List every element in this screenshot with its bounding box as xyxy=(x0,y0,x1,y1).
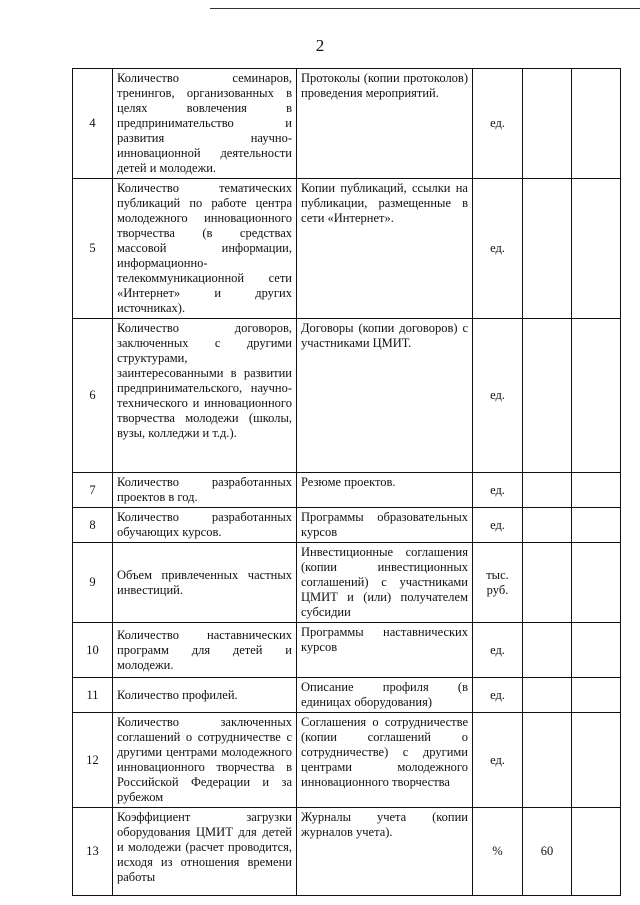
indicator-cell: Количество разработанных проектов в год. xyxy=(113,473,297,508)
unit-cell: ед. xyxy=(473,713,523,808)
source-cell: Договоры (копии договоров) с участниками ЦМИТ. xyxy=(297,319,473,473)
source-cell: Протоколы (копии протоколов) проведения мероприятий. xyxy=(297,69,473,179)
base-value-cell xyxy=(523,713,572,808)
base-value-cell xyxy=(523,678,572,713)
target-value-cell xyxy=(572,179,621,319)
base-value-cell xyxy=(523,319,572,473)
source-cell: Соглашения о сотрудничестве (копии соглашений о сотрудничестве) с другими центрами молодежного инновационного творчества xyxy=(297,713,473,808)
base-value-cell xyxy=(523,179,572,319)
row-number: 7 xyxy=(73,473,113,508)
source-cell: Копии публикаций, ссылки на публикации, размещенные в сети «Интернет». xyxy=(297,179,473,319)
target-value-cell xyxy=(572,473,621,508)
source-cell: Резюме проектов. xyxy=(297,473,473,508)
row-number: 10 xyxy=(73,623,113,678)
table-row xyxy=(73,69,621,179)
top-border-line xyxy=(210,8,640,9)
source-cell: Инвестиционные соглашения (копии инвестиционных соглашений) с участниками ЦМИТ и (или) получателем субсидии xyxy=(297,543,473,623)
table-row xyxy=(73,678,621,713)
unit-cell: ед. xyxy=(473,179,523,319)
indicator-cell: Коэффициент загрузки оборудования ЦМИТ для детей и молодежи (расчет проводится, исходя из отношения времени работы xyxy=(113,808,297,896)
unit-cell: ед. xyxy=(473,69,523,179)
base-value-cell xyxy=(523,69,572,179)
row-number: 11 xyxy=(73,678,113,713)
table-row xyxy=(73,319,621,473)
indicator-cell: Количество заключенных соглашений о сотрудничестве с другими центрами молодежного инновационного творчества в Российской Федерации и за рубежом xyxy=(113,713,297,808)
target-value-cell xyxy=(572,623,621,678)
page-number: 2 xyxy=(315,36,325,55)
row-number: 12 xyxy=(73,713,113,808)
table-row xyxy=(73,713,621,808)
table-row xyxy=(73,623,621,678)
row-number: 4 xyxy=(73,69,113,179)
table-row xyxy=(73,808,621,896)
table-row xyxy=(73,543,621,623)
base-value-cell xyxy=(523,623,572,678)
unit-cell: % xyxy=(473,808,523,896)
unit-cell: ед. xyxy=(473,508,523,543)
indicator-cell: Количество тематических публикаций по работе центра молодежного инновационного творчества (в средствах массовой информации, информационно-телекоммуникационной сети «Интернет» и других источниках). xyxy=(113,179,297,319)
target-value-cell xyxy=(572,319,621,473)
indicator-cell: Количество наставнических программ для детей и молодежи. xyxy=(113,623,297,678)
source-cell: Описание профиля (в единицах оборудования) xyxy=(297,678,473,713)
row-number: 9 xyxy=(73,543,113,623)
target-value-cell xyxy=(572,69,621,179)
unit-cell: ед. xyxy=(473,678,523,713)
target-value-cell xyxy=(572,808,621,896)
indicator-cell: Количество разработанных обучающих курсов. xyxy=(113,508,297,543)
unit-cell: ед. xyxy=(473,319,523,473)
row-number: 8 xyxy=(73,508,113,543)
target-value-cell xyxy=(572,713,621,808)
row-number: 6 xyxy=(73,319,113,473)
table-row xyxy=(73,179,621,319)
base-value-cell xyxy=(523,543,572,623)
target-value-cell xyxy=(572,543,621,623)
indicator-cell: Количество семинаров, тренингов, организованных в целях вовлечения в предпринимательство и развития научно-инновационной деятельности детей и молодежи. xyxy=(113,69,297,179)
source-cell: Программы наставнических курсов xyxy=(297,623,473,678)
indicator-cell: Объем привлеченных частных инвестиций. xyxy=(113,543,297,623)
base-value-cell xyxy=(523,508,572,543)
indicators-table xyxy=(72,68,621,896)
indicator-cell: Количество профилей. xyxy=(113,678,297,713)
unit-cell: тыс. руб. xyxy=(473,543,523,623)
source-cell: Программы образовательных курсов xyxy=(297,508,473,543)
indicator-cell: Количество договоров, заключенных с другими структурами, заинтересованными в развитии предпринимательского, научно-технического и инновационного творчества молодежи (школы, вузы, колледжи и т.д.). xyxy=(113,319,297,473)
row-number: 13 xyxy=(73,808,113,896)
target-value-cell xyxy=(572,678,621,713)
base-value-cell xyxy=(523,473,572,508)
target-value-cell xyxy=(572,508,621,543)
table-row xyxy=(73,473,621,508)
source-cell: Журналы учета (копии журналов учета). xyxy=(297,808,473,896)
row-number: 5 xyxy=(73,179,113,319)
table-row xyxy=(73,508,621,543)
unit-cell: ед. xyxy=(473,473,523,508)
base-value-cell: 60 xyxy=(523,808,572,896)
unit-cell: ед. xyxy=(473,623,523,678)
